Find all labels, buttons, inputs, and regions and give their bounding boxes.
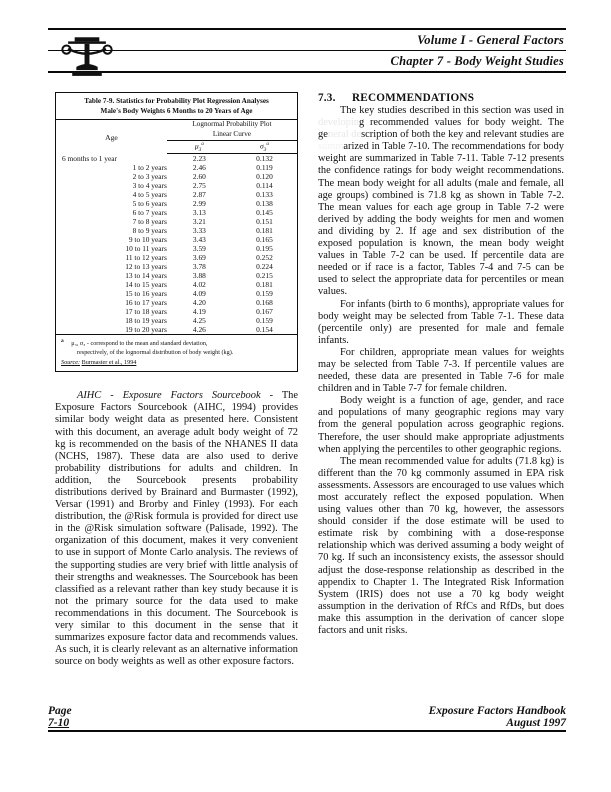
- footnote-line1: μ₃, σ₃ - correspond to the mean and standard deviation,: [71, 340, 208, 348]
- right-paragraph-3: For children, appropriate mean values for weights may be selected from Table 7-3. If percentile values are needed, these data are presented in Table 7-6 for male children and in Table 7-7 for female children.: [318, 346, 564, 395]
- table-grid: [56, 120, 297, 334]
- cell-sigma: 0.159: [256, 316, 273, 326]
- right-paragraph-2: For infants (birth to 6 months), appropriate values for body weight may be selected from Table 7-1. These data (percentile only) are presented for male and female infants.: [318, 298, 564, 346]
- table-row: [56, 280, 297, 289]
- footer-doc-title: Exposure Factors Handbook: [428, 705, 566, 717]
- table-row: [56, 307, 297, 316]
- cell-sigma: 0.151: [256, 217, 273, 227]
- cell-age: 19 to 20 years: [125, 325, 167, 335]
- cell-mu: 3.69: [192, 253, 206, 263]
- rp1-faded-1: developin: [318, 117, 359, 129]
- cell-mu: 4.19: [192, 307, 206, 317]
- rp1-a: The key studies described in this section was used in: [340, 105, 564, 116]
- rp1-c: ge: [318, 129, 328, 141]
- sigma-subscript: 3: [263, 147, 267, 154]
- table-row: [56, 154, 297, 164]
- page-header: [48, 28, 566, 73]
- cell-sigma: 0.154: [256, 325, 273, 335]
- cell-sigma: 0.165: [256, 235, 273, 245]
- mu-glyph: μ: [194, 141, 199, 151]
- cell-age: 4 to 5 years: [132, 190, 167, 200]
- footer-row-bottom: [48, 717, 566, 729]
- cell-age: 14 to 15 years: [125, 280, 167, 290]
- cell-age: 16 to 17 years: [125, 298, 167, 308]
- cell-mu: 3.43: [192, 235, 206, 245]
- scales-balance-icon: [58, 34, 116, 80]
- cell-sigma: 0.145: [256, 208, 273, 218]
- cell-mu: 3.59: [192, 244, 206, 254]
- column-header-group: [167, 120, 297, 139]
- sigma-glyph: σ: [259, 141, 264, 151]
- table-row: [56, 289, 297, 298]
- section-heading: [318, 92, 564, 104]
- cell-mu: 2.60: [192, 172, 206, 182]
- cell-age: 13 to 14 years: [125, 271, 167, 281]
- cell-age: 2 to 3 years: [132, 172, 167, 182]
- cell-sigma: 0.215: [256, 271, 273, 281]
- column-header-group-line2: Linear Curve: [212, 129, 251, 138]
- cell-sigma: 0.120: [256, 172, 273, 182]
- cell-mu: 4.20: [192, 298, 206, 308]
- table-row: [56, 253, 297, 262]
- left-paragraph-aihc-body: - The Exposure Factors Sourcebook (AIHC, 1994) provides similar body weight data as presented here. Consistent with this document, an average adult body weight of 72 kg is recommended on the basis of the NHANES II data (NCHS, 1987). These data are also used to derive probability distributions for adults and children. In addition, the Sourcebook presents probability distributions derived by Brainard and Burmaster (1992), Versar (1991) and Brorby and Finley (1993). For each distribution, the @Risk formula is provided for direct use in the @Risk simulation software (Palisade, 1992). The organization of this document, makes it very convenient to use in support of Monte Carlo analysis. The reviews of the supporting studies are very brief with little analysis of their strengths and weaknesses. The Sourcebook has been classified as a relevant rather than key study because it is not the primary source for the data used to make recommendations in this document. The Sourcebook is very similar to this document in the sense that it summarizes exposure factor data and recommends values. As such, it is clearly relevant as an alternative information source on body weights as well as other exposure factors.: [55, 390, 298, 668]
- cell-age: 3 to 4 years: [132, 181, 167, 191]
- cell-mu: 2.99: [192, 199, 206, 209]
- column-header-age: Age: [105, 132, 118, 142]
- source-text: Burmaster et al., 1994: [81, 359, 137, 367]
- rp1-d: scription of both the key and relevant studies are: [361, 129, 565, 141]
- section-number: 7.3.: [318, 92, 336, 104]
- page-footer: [48, 705, 566, 732]
- cell-mu: 4.26: [192, 325, 206, 335]
- cell-sigma: 0.138: [256, 199, 273, 209]
- footnote-marker: a: [61, 338, 64, 345]
- section-title: RECOMMENDATIONS: [352, 92, 475, 104]
- footer-rule: [48, 730, 566, 732]
- mu-subscript: 3: [198, 147, 202, 154]
- column-header-group-line1: Lognormal Probability Plot: [192, 120, 272, 129]
- cell-mu: 2.23: [192, 154, 206, 164]
- cell-age: 12 to 13 years: [125, 262, 167, 272]
- cell-sigma: 0.114: [256, 181, 273, 191]
- table-caption: [56, 93, 297, 120]
- column-header-mu: [167, 141, 232, 154]
- rp1-e: arized in Table 7-10. The recommendations for body weight are summarized in Table 7-11. Table 7-12 presents the confidence ratings for body weight recommendations. The mean body weight for all adults (male and female, all age groups) combined is 71.8 kg as shown in Table 7-2. The mean values for each age group in Table 7-2 were derived by adding the body weights for men and women and dividing by 2. If age and sex distribution of the exposed population is known, the mean body weight values in Table 7-2 can be used. If percentile data are needed or if race is a factor, Tables 7-4 and 7-5 can be used to select the appropriate data for percentiles or mean values.: [318, 141, 564, 298]
- cell-sigma: 0.252: [256, 253, 273, 263]
- left-paragraph-aihc: [55, 390, 298, 668]
- cell-age: 6 months to 1 year: [62, 153, 118, 163]
- cell-mu: 3.21: [192, 217, 206, 227]
- table-row: [56, 271, 297, 280]
- header-bottom-rule: [48, 71, 566, 73]
- cell-age: 9 to 10 years: [128, 235, 167, 245]
- footer-page-number: 7-10: [48, 717, 70, 729]
- cell-age: 8 to 9 years: [132, 226, 167, 236]
- footer-page-label: Page: [48, 705, 72, 717]
- cell-mu: 2.87: [192, 190, 206, 200]
- cell-mu: 3.33: [192, 226, 206, 236]
- footnote-line2: respectively, of the lognormal distribution of body weight (kg).: [77, 349, 234, 357]
- cell-sigma: 0.181: [256, 226, 273, 236]
- header-chapter-line: Chapter 7 - Body Weight Studies: [390, 54, 564, 68]
- header-volume-line: Volume I - General Factors: [417, 33, 564, 47]
- table-row: [56, 181, 297, 190]
- mu-footnote-mark: a: [201, 141, 204, 148]
- cell-age: 11 to 12 years: [125, 253, 167, 263]
- cell-sigma: 0.159: [256, 289, 273, 299]
- cell-age: 18 to 19 years: [125, 316, 167, 326]
- cell-mu: 4.09: [192, 289, 206, 299]
- cell-mu: 3.13: [192, 208, 206, 218]
- cell-age: 5 to 6 years: [132, 199, 167, 209]
- cell-age: 7 to 8 years: [132, 217, 167, 227]
- right-paragraph-1: [318, 105, 564, 299]
- table-row: [56, 262, 297, 271]
- cell-sigma: 0.168: [256, 298, 273, 308]
- table-row: [56, 172, 297, 181]
- right-paragraph-5: The mean recommended value for adults (71.8 kg) is different than the 70 kg commonly assumed in EPA risk assessments. Assessors are encouraged to use values which most accurately reflect the exposed population. When using values other than 70 kg, however, the assessors should consider if the dose estimate will be used to estimate risk by combining with a dose-response relationship which was derived assuming a body weight of 70 kg. If such an inconsistency exists, the assessor should adjust the dose-response relationship as described in the appendix to Chapter 1. The Integrated Risk Information System (IRIS) does not use a 70 kg body weight assumption in the derivation of RfCs and RfDs, but does make this assumption in the derivation of cancer slope factors and unit risks.: [318, 455, 564, 637]
- cell-age: 1 to 2 years: [132, 163, 167, 173]
- table-row: [56, 163, 297, 172]
- sigma-footnote-mark: a: [266, 141, 269, 148]
- right-paragraph-4: Body weight is a function of age, gender, and race and populations of many geographic regions may vary from the general population across geographic regions. Therefore, the user should make appropriate adjustments when applying the percentiles to other geographic regions.: [318, 395, 564, 455]
- rp1-faded-3: summ: [318, 141, 344, 153]
- footer-row-top: [48, 705, 566, 717]
- right-column: [318, 92, 564, 637]
- rp1-faded-2: neral de: [327, 129, 362, 141]
- cell-mu: 3.78: [192, 262, 206, 272]
- table-row: [56, 316, 297, 325]
- table-row: [56, 190, 297, 199]
- cell-mu: 2.75: [192, 181, 206, 191]
- table-row: [56, 199, 297, 208]
- table-source: [61, 359, 292, 368]
- table-body: [56, 154, 297, 335]
- table-head: [56, 120, 297, 153]
- left-paragraph-aihc-title: AIHC - Exposure Factors Sourcebook: [77, 390, 261, 402]
- table-row: [56, 235, 297, 244]
- left-column: [55, 92, 298, 668]
- table-row: [56, 217, 297, 226]
- cell-sigma: 0.224: [256, 262, 273, 272]
- cell-mu: 4.25: [192, 316, 206, 326]
- cell-sigma: 0.195: [256, 244, 273, 254]
- footer-doc-date: August 1997: [506, 717, 566, 729]
- cell-sigma: 0.119: [256, 163, 273, 173]
- cell-sigma: 0.133: [256, 190, 273, 200]
- cell-mu: 4.02: [192, 280, 206, 290]
- statistics-table: [55, 92, 298, 372]
- table-row: [56, 325, 297, 334]
- cell-age: 6 to 7 years: [132, 208, 167, 218]
- cell-sigma: 0.167: [256, 307, 273, 317]
- cell-mu: 2.46: [192, 163, 206, 173]
- cell-sigma: 0.132: [256, 154, 273, 164]
- column-header-sigma: [232, 141, 297, 154]
- cell-age: 15 to 16 years: [125, 289, 167, 299]
- table-row: [56, 298, 297, 307]
- source-label: Source:: [61, 359, 81, 367]
- table-row: [56, 208, 297, 217]
- cell-sigma: 0.181: [256, 280, 273, 290]
- table-caption-line1: Table 7-9. Statistics for Probability Plot Regression Analyses: [84, 97, 269, 105]
- table-caption-line2: Male's Body Weights 6 Months to 20 Years of Age: [100, 106, 253, 115]
- cell-age: 17 to 18 years: [125, 307, 167, 317]
- table-head-row-group: [56, 120, 297, 139]
- cell-age: 10 to 11 years: [125, 244, 167, 254]
- rp1-b: g recommended values for body weight. The: [358, 117, 564, 129]
- table-row: [56, 226, 297, 235]
- table-footnote: [56, 334, 297, 371]
- cell-mu: 3.88: [192, 271, 206, 281]
- table-row: [56, 244, 297, 253]
